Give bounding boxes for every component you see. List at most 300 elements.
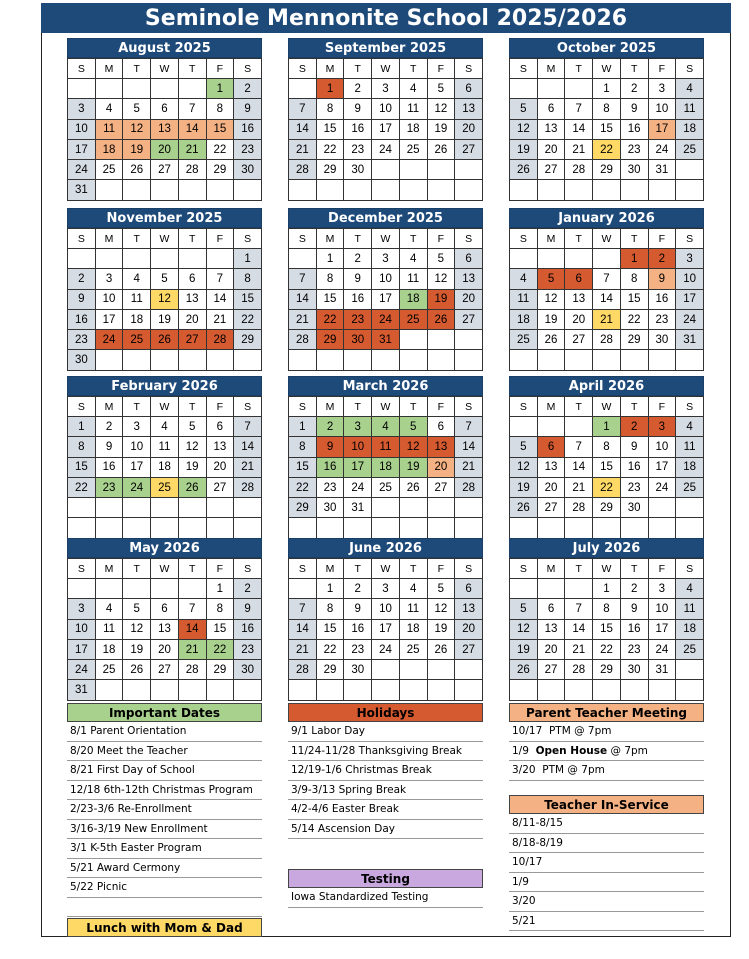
day-cell: 5 <box>151 269 179 289</box>
day-cell: 15 <box>234 289 262 309</box>
ptm-list <box>509 722 704 781</box>
empty-cell <box>234 180 262 200</box>
empty-cell <box>316 680 344 700</box>
day-cell: 14 <box>565 457 593 477</box>
day-cell: 3 <box>648 417 676 437</box>
empty-cell <box>178 249 206 269</box>
day-cell: 21 <box>593 309 621 329</box>
day-cell: 6 <box>178 269 206 289</box>
weekday-header: S <box>68 229 96 249</box>
day-cell: 3 <box>648 79 676 99</box>
day-cell: 27 <box>178 330 206 350</box>
day-cell: 23 <box>620 639 648 659</box>
day-cell: 14 <box>289 619 317 639</box>
ptm-text: PTM @ 7pm <box>542 764 605 776</box>
empty-cell <box>178 350 206 370</box>
day-cell: 17 <box>676 289 704 309</box>
day-cell: 14 <box>565 119 593 139</box>
weekday-header: S <box>455 59 483 79</box>
day-cell: 3 <box>676 249 704 269</box>
day-cell: 4 <box>510 269 538 289</box>
empty-cell <box>151 579 179 599</box>
day-cell: 7 <box>289 599 317 619</box>
day-cell: 13 <box>455 599 483 619</box>
day-cell: 5 <box>427 249 455 269</box>
day-cell: 23 <box>316 477 344 497</box>
month-calendar <box>288 208 483 371</box>
day-cell: 17 <box>372 289 400 309</box>
day-cell: 25 <box>676 477 704 497</box>
day-cell: 6 <box>455 79 483 99</box>
day-cell: 6 <box>151 99 179 119</box>
day-cell: 12 <box>123 619 151 639</box>
day-cell: 21 <box>289 639 317 659</box>
day-cell: 25 <box>399 139 427 159</box>
day-cell: 10 <box>372 599 400 619</box>
day-cell: 7 <box>565 437 593 457</box>
testing-header: Testing <box>288 869 483 888</box>
day-cell: 11 <box>399 269 427 289</box>
empty-cell <box>206 518 234 538</box>
day-cell: 19 <box>510 139 538 159</box>
day-cell: 22 <box>206 639 234 659</box>
day-cell: 5 <box>399 417 427 437</box>
day-cell: 22 <box>316 309 344 329</box>
day-cell: 16 <box>68 309 96 329</box>
day-cell: 24 <box>123 477 151 497</box>
day-cell: 1 <box>593 579 621 599</box>
day-cell: 9 <box>344 269 372 289</box>
day-cell: 23 <box>95 477 123 497</box>
weekday-header: S <box>676 229 704 249</box>
empty-cell <box>510 579 538 599</box>
empty-cell <box>399 660 427 680</box>
day-cell: 18 <box>399 119 427 139</box>
weekday-header: S <box>68 59 96 79</box>
day-cell: 19 <box>178 457 206 477</box>
empty-cell <box>648 518 676 538</box>
empty-cell <box>372 660 400 680</box>
day-cell: 24 <box>648 477 676 497</box>
month-title: April 2026 <box>509 376 704 396</box>
weekday-header: W <box>372 559 400 579</box>
month-calendar <box>67 208 262 371</box>
day-cell: 21 <box>289 139 317 159</box>
day-cell: 21 <box>455 457 483 477</box>
day-cell: 29 <box>620 330 648 350</box>
month-title: January 2026 <box>509 208 704 228</box>
day-cell: 24 <box>344 477 372 497</box>
empty-cell <box>178 498 206 518</box>
empty-cell <box>648 180 676 200</box>
day-cell: 30 <box>620 498 648 518</box>
day-cell: 15 <box>593 119 621 139</box>
weekday-header: S <box>510 229 538 249</box>
empty-cell <box>455 350 483 370</box>
weekday-header: F <box>648 59 676 79</box>
ptm-bold: Open House <box>535 744 608 757</box>
important-date-item: 8/21 First Day of School <box>67 761 262 781</box>
weekday-header: T <box>565 559 593 579</box>
inservice-header: Teacher In-Service <box>509 795 704 814</box>
day-cell: 3 <box>68 99 96 119</box>
day-cell: 13 <box>178 289 206 309</box>
day-cell: 13 <box>455 269 483 289</box>
day-cell: 20 <box>151 139 179 159</box>
empty-cell <box>206 680 234 700</box>
day-cell: 28 <box>593 330 621 350</box>
day-cell: 26 <box>178 477 206 497</box>
important-date-item: 12/18 6th-12th Christmas Program <box>67 781 262 801</box>
day-cell: 11 <box>510 289 538 309</box>
weekday-header: T <box>344 229 372 249</box>
day-cell: 1 <box>593 417 621 437</box>
weekday-header: M <box>95 59 123 79</box>
day-cell: 1 <box>316 579 344 599</box>
weekday-header: S <box>68 559 96 579</box>
day-cell: 24 <box>95 330 123 350</box>
day-cell: 26 <box>123 660 151 680</box>
day-cell: 14 <box>206 289 234 309</box>
holiday-item: 9/1 Labor Day <box>288 722 483 742</box>
month-title: March 2026 <box>288 376 483 396</box>
important-date-item: 5/22 Picnic <box>67 878 262 898</box>
month-calendar <box>288 376 483 539</box>
weekday-header: T <box>565 229 593 249</box>
day-cell: 8 <box>316 599 344 619</box>
ptm-date: 1/9 <box>512 744 529 757</box>
day-cell: 10 <box>648 99 676 119</box>
weekday-header: T <box>123 397 151 417</box>
weekday-header: S <box>234 59 262 79</box>
day-cell: 16 <box>620 457 648 477</box>
day-cell: 20 <box>206 457 234 477</box>
day-cell: 15 <box>593 619 621 639</box>
day-cell: 12 <box>427 99 455 119</box>
day-cell: 20 <box>427 457 455 477</box>
ptm-date: 10/17 <box>512 725 543 737</box>
holiday-item: 5/14 Ascension Day <box>288 820 483 840</box>
day-cell: 15 <box>316 289 344 309</box>
day-cell: 23 <box>620 477 648 497</box>
day-cell: 27 <box>537 498 565 518</box>
empty-cell <box>676 160 704 180</box>
day-cell: 25 <box>676 639 704 659</box>
day-cell: 25 <box>372 477 400 497</box>
day-cell: 8 <box>593 99 621 119</box>
day-cell: 24 <box>68 660 96 680</box>
month-title: October 2025 <box>509 38 704 58</box>
day-cell: 2 <box>316 417 344 437</box>
day-cell: 18 <box>399 289 427 309</box>
empty-cell <box>399 160 427 180</box>
day-cell: 31 <box>68 680 96 700</box>
weekday-header: T <box>620 229 648 249</box>
day-cell: 31 <box>372 330 400 350</box>
empty-cell <box>178 180 206 200</box>
important-dates-box <box>67 703 262 937</box>
weekday-header: S <box>510 559 538 579</box>
weekday-header: T <box>178 229 206 249</box>
empty-cell <box>510 350 538 370</box>
empty-cell <box>648 498 676 518</box>
day-cell: 16 <box>344 119 372 139</box>
day-cell: 7 <box>178 599 206 619</box>
weekday-header: M <box>537 59 565 79</box>
lunch-header: Lunch with Mom & Dad <box>67 918 262 937</box>
day-cell: 26 <box>510 498 538 518</box>
empty-cell <box>399 330 427 350</box>
day-cell: 1 <box>620 249 648 269</box>
weekday-header: F <box>206 559 234 579</box>
weekday-header: W <box>593 397 621 417</box>
month-title: December 2025 <box>288 208 483 228</box>
day-cell: 6 <box>537 599 565 619</box>
day-cell: 23 <box>344 139 372 159</box>
day-cell: 8 <box>593 599 621 619</box>
empty-cell <box>648 350 676 370</box>
day-cell: 4 <box>95 599 123 619</box>
day-cell: 2 <box>344 249 372 269</box>
empty-cell <box>95 350 123 370</box>
weekday-header: T <box>620 559 648 579</box>
day-cell: 29 <box>206 660 234 680</box>
day-cell: 23 <box>344 639 372 659</box>
empty-cell <box>123 350 151 370</box>
weekday-header: M <box>95 229 123 249</box>
empty-cell <box>206 350 234 370</box>
day-cell: 22 <box>316 639 344 659</box>
empty-cell <box>593 350 621 370</box>
weekday-header: S <box>510 59 538 79</box>
day-cell: 6 <box>537 437 565 457</box>
day-cell: 5 <box>427 579 455 599</box>
day-cell: 16 <box>95 457 123 477</box>
day-cell: 16 <box>344 289 372 309</box>
day-cell: 25 <box>123 330 151 350</box>
holiday-item: 12/19-1/6 Christmas Break <box>288 761 483 781</box>
weekday-header: F <box>648 397 676 417</box>
day-cell: 3 <box>68 599 96 619</box>
day-cell: 1 <box>206 579 234 599</box>
empty-cell <box>344 180 372 200</box>
day-cell: 21 <box>206 309 234 329</box>
day-cell: 5 <box>510 437 538 457</box>
day-cell: 4 <box>399 79 427 99</box>
weekday-header: T <box>178 397 206 417</box>
day-cell: 11 <box>676 99 704 119</box>
day-cell: 24 <box>372 639 400 659</box>
day-cell: 24 <box>372 309 400 329</box>
day-cell: 28 <box>178 160 206 180</box>
day-cell: 16 <box>620 119 648 139</box>
day-cell: 4 <box>372 417 400 437</box>
day-cell: 20 <box>455 619 483 639</box>
empty-cell <box>289 79 317 99</box>
day-cell: 10 <box>372 99 400 119</box>
day-cell: 17 <box>344 457 372 477</box>
month-title: September 2025 <box>288 38 483 58</box>
day-cell: 6 <box>427 417 455 437</box>
day-cell: 18 <box>95 139 123 159</box>
day-cell: 11 <box>399 599 427 619</box>
day-cell: 18 <box>95 639 123 659</box>
day-cell: 6 <box>537 99 565 119</box>
month-calendar <box>288 538 483 701</box>
empty-cell <box>206 498 234 518</box>
day-cell: 12 <box>427 269 455 289</box>
month-calendar <box>67 376 262 539</box>
empty-cell <box>372 350 400 370</box>
empty-cell <box>537 249 565 269</box>
day-cell: 26 <box>123 160 151 180</box>
day-cell: 31 <box>344 498 372 518</box>
empty-cell <box>344 518 372 538</box>
month-calendar <box>509 208 704 371</box>
day-cell: 16 <box>344 619 372 639</box>
day-cell: 6 <box>565 269 593 289</box>
day-cell: 29 <box>593 498 621 518</box>
empty-cell <box>510 79 538 99</box>
day-cell: 19 <box>123 139 151 159</box>
day-cell: 22 <box>593 477 621 497</box>
empty-cell <box>565 680 593 700</box>
day-cell: 27 <box>427 477 455 497</box>
weekday-header: T <box>399 59 427 79</box>
weekday-header: M <box>537 559 565 579</box>
day-cell: 4 <box>399 249 427 269</box>
weekday-header: T <box>344 559 372 579</box>
day-cell: 20 <box>178 309 206 329</box>
important-date-item: 3/1 K-5th Easter Program <box>67 839 262 859</box>
empty-cell <box>68 579 96 599</box>
empty-cell <box>68 498 96 518</box>
day-cell: 30 <box>68 350 96 370</box>
empty-cell <box>316 350 344 370</box>
empty-cell <box>289 350 317 370</box>
day-cell: 15 <box>620 289 648 309</box>
weekday-header: F <box>206 397 234 417</box>
day-cell: 4 <box>676 579 704 599</box>
day-cell: 7 <box>565 599 593 619</box>
empty-cell <box>178 680 206 700</box>
empty-cell <box>427 498 455 518</box>
day-cell: 26 <box>427 639 455 659</box>
empty-cell <box>316 518 344 538</box>
weekday-header: F <box>206 229 234 249</box>
day-cell: 20 <box>537 639 565 659</box>
empty-cell <box>151 518 179 538</box>
day-cell: 9 <box>344 99 372 119</box>
day-cell: 18 <box>510 309 538 329</box>
day-cell: 30 <box>344 160 372 180</box>
weekday-header: S <box>234 559 262 579</box>
empty-cell <box>289 518 317 538</box>
important-date-item: 2/23-3/6 Re-Enrollment <box>67 800 262 820</box>
day-cell: 28 <box>565 660 593 680</box>
day-cell: 25 <box>676 139 704 159</box>
day-cell: 16 <box>316 457 344 477</box>
day-cell: 2 <box>68 269 96 289</box>
day-cell: 8 <box>316 99 344 119</box>
day-cell: 18 <box>399 619 427 639</box>
day-cell: 19 <box>427 119 455 139</box>
day-cell: 22 <box>289 477 317 497</box>
weekday-header: W <box>593 229 621 249</box>
day-cell: 13 <box>537 619 565 639</box>
empty-cell <box>95 79 123 99</box>
empty-cell <box>316 180 344 200</box>
day-cell: 8 <box>68 437 96 457</box>
important-dates-list <box>67 722 262 898</box>
holiday-item: 4/2-4/6 Easter Break <box>288 800 483 820</box>
testing-box <box>288 869 483 908</box>
month-calendar <box>67 538 262 701</box>
weekday-header: W <box>151 229 179 249</box>
empty-cell <box>151 79 179 99</box>
day-cell: 23 <box>68 330 96 350</box>
day-cell: 30 <box>648 330 676 350</box>
weekday-header: S <box>676 559 704 579</box>
empty-cell <box>676 180 704 200</box>
day-cell: 17 <box>372 119 400 139</box>
empty-cell <box>178 579 206 599</box>
month-title: June 2026 <box>288 538 483 558</box>
empty-cell <box>151 350 179 370</box>
empty-cell <box>510 680 538 700</box>
day-cell: 20 <box>537 139 565 159</box>
ptm-header: Parent Teacher Meeting <box>509 703 704 722</box>
day-cell: 13 <box>537 457 565 477</box>
day-cell: 2 <box>620 79 648 99</box>
day-cell: 9 <box>620 599 648 619</box>
empty-cell <box>123 579 151 599</box>
day-cell: 17 <box>648 119 676 139</box>
empty-cell <box>427 330 455 350</box>
day-cell: 7 <box>206 269 234 289</box>
day-cell: 18 <box>676 119 704 139</box>
day-cell: 29 <box>316 330 344 350</box>
day-cell: 29 <box>316 660 344 680</box>
empty-cell <box>565 350 593 370</box>
weekday-header: T <box>399 229 427 249</box>
ptm-text: PTM @ 7pm <box>548 725 612 737</box>
month-title: February 2026 <box>67 376 262 396</box>
day-cell: 28 <box>234 477 262 497</box>
day-cell: 31 <box>648 160 676 180</box>
day-cell: 28 <box>289 660 317 680</box>
day-cell: 17 <box>648 457 676 477</box>
empty-cell <box>676 498 704 518</box>
empty-cell <box>68 249 96 269</box>
empty-cell <box>68 79 96 99</box>
empty-cell <box>95 498 123 518</box>
weekday-header: S <box>289 559 317 579</box>
weekday-header: S <box>289 229 317 249</box>
day-cell: 2 <box>648 249 676 269</box>
day-cell: 10 <box>95 289 123 309</box>
day-cell: 1 <box>234 249 262 269</box>
day-cell: 18 <box>372 457 400 477</box>
weekday-header: S <box>234 397 262 417</box>
day-cell: 15 <box>68 457 96 477</box>
day-cell: 1 <box>289 417 317 437</box>
empty-cell <box>151 680 179 700</box>
day-cell: 10 <box>648 437 676 457</box>
weekday-header: S <box>68 397 96 417</box>
day-cell: 15 <box>316 619 344 639</box>
empty-cell <box>565 579 593 599</box>
